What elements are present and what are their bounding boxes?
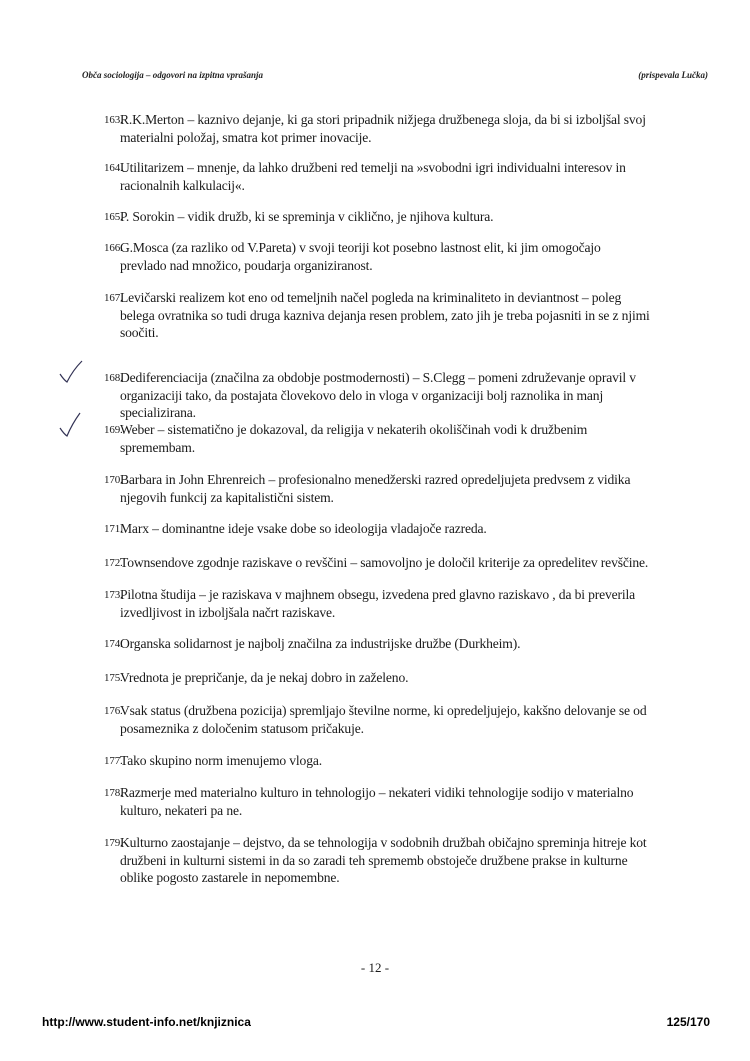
item-text-line: R.K.Merton – kaznivo dejanje, ki ga stori pripadnik nižjega družbenega sloja, da bi si izboljšal svoj: [120, 112, 646, 127]
item-text-line: njegovih funkcij za kapitalistični sistem.: [120, 489, 334, 505]
item-number: 164.: [104, 162, 123, 174]
item-text-line: spremembam.: [120, 439, 195, 455]
page-number: - 12 -: [360, 960, 390, 975]
item-number: 176.: [104, 705, 123, 717]
item-text-line: racionalnih kalkulacij«.: [120, 177, 245, 193]
item-text-line: organizaciji tako, da postajata človekovo delo in vloga v organizaciji bolj raznolika in manj: [120, 387, 604, 403]
list-item: [104, 784, 633, 819]
list-item: [104, 289, 650, 342]
item-number: 166.: [104, 242, 123, 254]
handwritten-check-icon: [58, 360, 84, 384]
item-text-line: prevlado nad množico, poudarja organiziranost.: [120, 257, 373, 273]
header-title: Obča sociologija – odgovori na izpitna vprašanja: [82, 70, 264, 80]
list-item: [104, 208, 493, 226]
item-text-line: izvedljivost in izboljšala načrt raziskave.: [120, 604, 336, 620]
item-text-line: Barbara in John Ehrenreich – profesionalno menedžerski razred opredeljujeta predvsem z vidika: [120, 472, 631, 487]
header-author: (prispevala Lučka): [638, 70, 708, 80]
list-item: [104, 111, 646, 146]
item-text-line: Weber – sistematično je dokazoval, da religija v nekaterih okoliščinah vodi k družbenim: [120, 422, 588, 437]
item-number: 168.: [104, 372, 123, 384]
item-text-line: soočiti.: [120, 325, 159, 341]
list-item: [104, 752, 322, 770]
item-number: 173.: [104, 589, 123, 601]
list-item: [104, 669, 408, 687]
item-text-line: specializirana.: [120, 405, 196, 421]
handwritten-check-icon: [58, 412, 84, 438]
item-text-line: Vrednota je prepričanje, da je nekaj dobro in zaželeno.: [120, 670, 409, 685]
list-item: [104, 239, 601, 274]
footer-page-count: 125/170: [666, 1015, 710, 1029]
item-text-line: G.Mosca (za razliko od V.Pareta) v svoji teoriji kot posebno lastnost elit, ki jim omogočajo: [120, 240, 601, 255]
item-number: 169.: [104, 424, 123, 436]
item-number: 179.: [104, 837, 123, 849]
item-text-line: Marx – dominantne ideje vsake dobe so ideologija vladajoče razreda.: [120, 521, 487, 536]
item-text-line: belega ovratnika so tudi druga kazniva dejanja resen problem, zato jih je treba pojasniti in se z njimi: [120, 307, 650, 323]
item-number: 172.: [104, 557, 123, 569]
item-text-line: Levičarski realizem kot eno od temeljnih načel pogleda na kriminaliteto in deviantnost – poleg: [120, 290, 622, 305]
item-text-line: posameznika z določenim statusom pričakuje.: [120, 720, 364, 736]
item-text-line: Razmerje med materialno kulturo in tehnologijo – nekateri vidiki tehnologije sodijo v materialno: [120, 785, 634, 800]
item-text-line: Pilotna študija – je raziskava v majhnem obsegu, izvedena pred glavno raziskavo , da bi preverila: [120, 587, 636, 602]
list-item: [104, 421, 587, 456]
list-item: [104, 834, 647, 887]
item-text-line: Tako skupino norm imenujemo vloga.: [120, 753, 322, 768]
item-number: 165.: [104, 211, 123, 223]
item-number: 163.: [104, 114, 123, 126]
list-item: [104, 471, 630, 506]
item-text-line: kulturo, nekateri pa ne.: [120, 802, 243, 818]
list-item: [104, 702, 646, 737]
item-text-line: oblike pogosto zastarele in nepomembne.: [120, 870, 340, 886]
item-text-line: Townsendove zgodnje raziskave o revščini – samovoljno je določil kriterije za opredelitev revščine.: [120, 555, 649, 570]
item-number: 171.: [104, 523, 123, 535]
list-item: [104, 554, 648, 572]
item-text-line: P. Sorokin – vidik družb, ki se spreminja v ciklično, je njihova kultura.: [120, 209, 494, 224]
item-text-line: materialni položaj, smatra kot primer inovacije.: [120, 129, 372, 145]
item-text-line: Organska solidarnost je najbolj značilna za industrijske družbe (Durkheim).: [120, 636, 521, 651]
footer-url[interactable]: http://www.student-info.net/knjiznica: [42, 1015, 251, 1029]
item-number: 170.: [104, 474, 123, 486]
item-text-line: Kulturno zaostajanje – dejstvo, da se tehnologija v sodobnih družbah običajno spreminja hitreje kot: [120, 835, 647, 850]
list-item: [104, 586, 635, 621]
item-text-line: Utilitarizem – mnenje, da lahko družbeni red temelji na »svobodni igri individualni interesov in: [120, 160, 626, 175]
item-number: 178.: [104, 787, 123, 799]
item-number: 167.: [104, 292, 123, 304]
item-number: 174.: [104, 638, 123, 650]
item-text-line: Vsak status (družbena pozicija) spremljajo številne norme, ki opredeljujejo, kakšno delovanje se od: [120, 703, 647, 718]
list-item: [104, 369, 636, 422]
item-number: 177.: [104, 755, 123, 767]
item-number: 175.: [104, 672, 123, 684]
item-text-line: družbeni in kulturni sistemi in da so zaradi teh sprememb obstoječe družbene prakse in kulturne: [120, 852, 628, 868]
item-text-line: Dediferenciacija (značilna za obdobje postmodernosti) – S.Clegg – pomeni združevanje opravil v: [120, 370, 636, 385]
list-item: [104, 159, 626, 194]
list-item: [104, 520, 487, 538]
list-item: [104, 635, 520, 653]
